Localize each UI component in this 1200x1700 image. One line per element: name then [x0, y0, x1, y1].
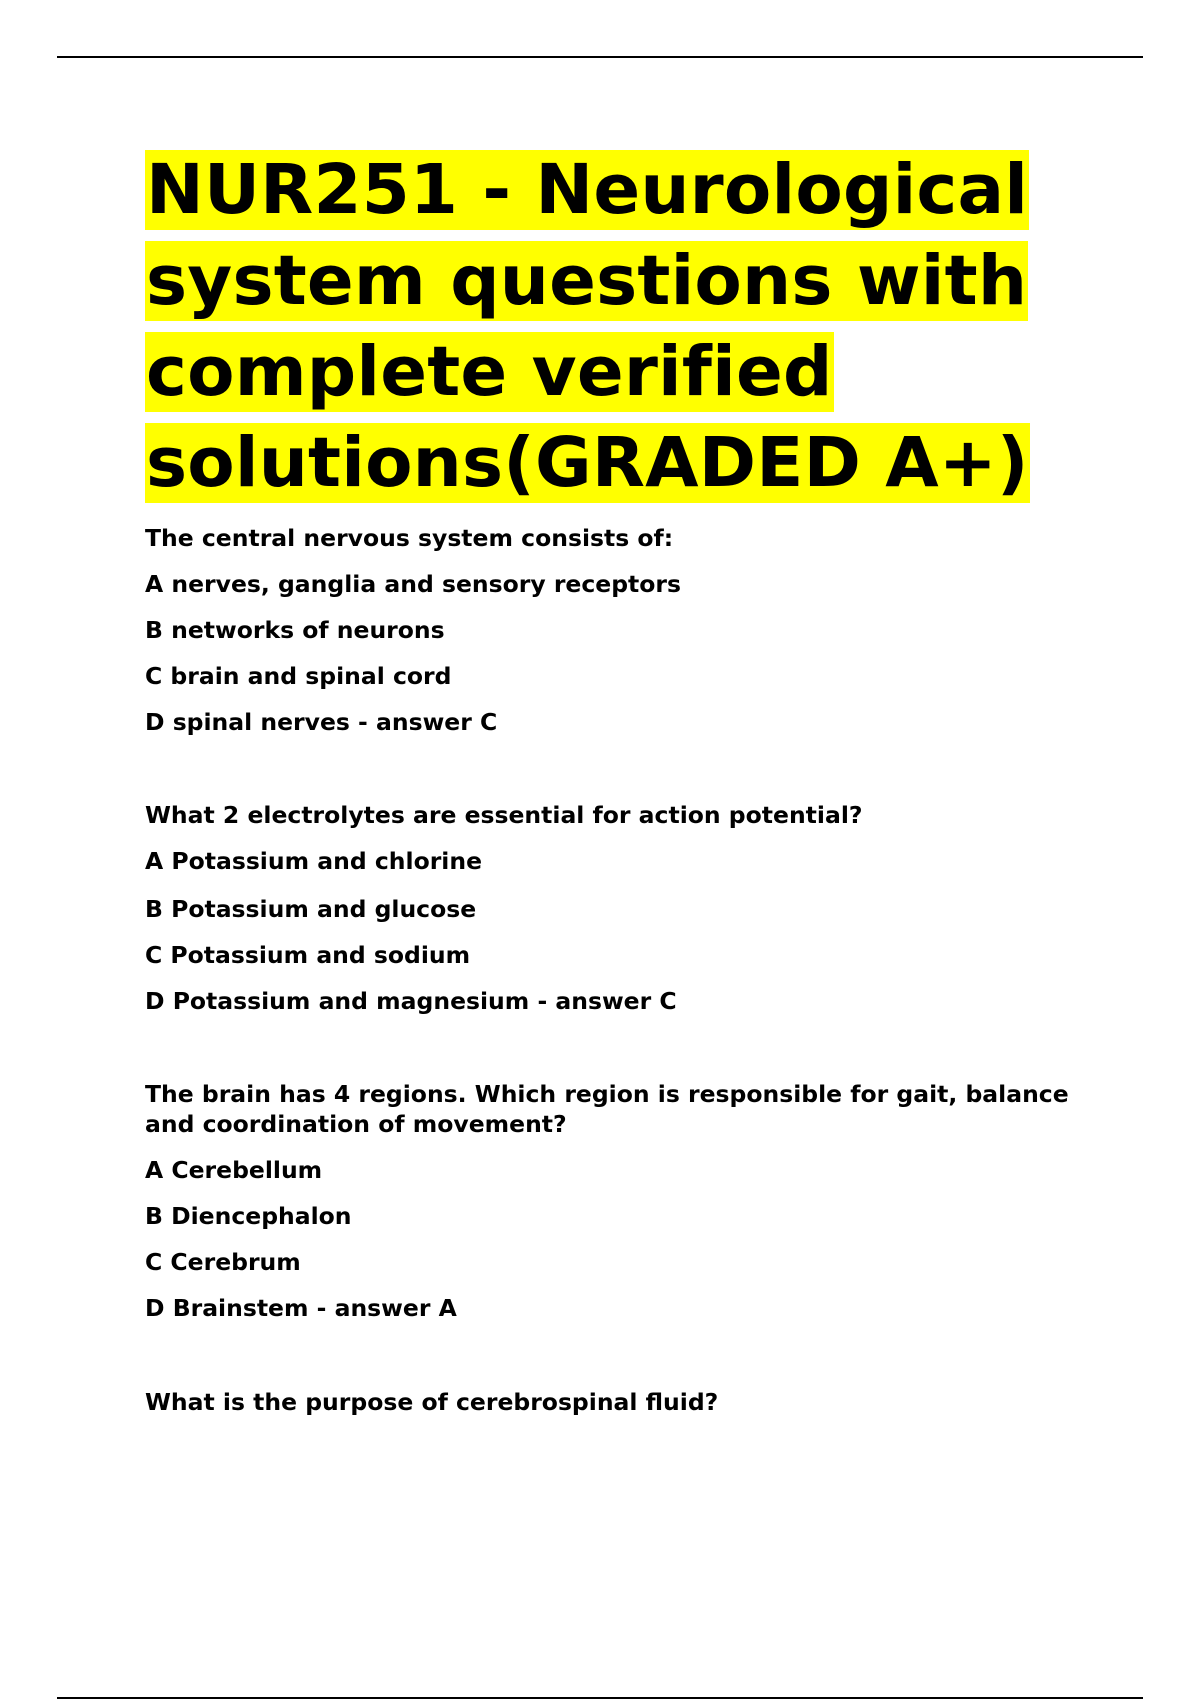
- document-title: [145, 145, 1075, 509]
- question-text: What is the purpose of cerebrospinal fluid?: [145, 1388, 719, 1416]
- footer-rule: [57, 1697, 1143, 1699]
- answer-option-d: D spinal nerves - answer C: [145, 708, 498, 736]
- answer-option-c: C Cerebrum: [145, 1248, 301, 1276]
- answer-option-a: A nerves, ganglia and sensory receptors: [145, 570, 682, 598]
- answer-option-c: C Potassium and sodium: [145, 941, 471, 969]
- answer-option-c: C brain and spinal cord: [145, 662, 452, 690]
- question-text: The brain has 4 regions. Which region is responsible for gait, balance and coordination of movement?: [145, 1080, 1069, 1138]
- answer-option-a: A Potassium and chlorine: [145, 847, 483, 875]
- header-rule: [57, 56, 1143, 58]
- question-text: The central nervous system consists of:: [145, 524, 674, 552]
- question-block-4: [145, 1387, 1075, 1417]
- answer-option-a: A Cerebellum: [145, 1156, 323, 1184]
- answer-option-b: B Potassium and glucose: [145, 895, 477, 923]
- answer-option-b: B Diencephalon: [145, 1202, 352, 1230]
- question-block-2: [145, 800, 1075, 1016]
- answer-option-d: D Potassium and magnesium - answer C: [145, 987, 677, 1015]
- document-body: [145, 145, 1075, 1417]
- answer-option-d: D Brainstem - answer A: [145, 1294, 457, 1322]
- question-block-3: [145, 1079, 1075, 1323]
- answer-option-b: B networks of neurons: [145, 616, 445, 644]
- title-highlight: NUR251 - Neurological system questions with complete verified solutions(GRADED A+): [146, 150, 1029, 503]
- question-text: What 2 electrolytes are essential for action potential?: [145, 801, 863, 829]
- question-block-1: [145, 523, 1075, 737]
